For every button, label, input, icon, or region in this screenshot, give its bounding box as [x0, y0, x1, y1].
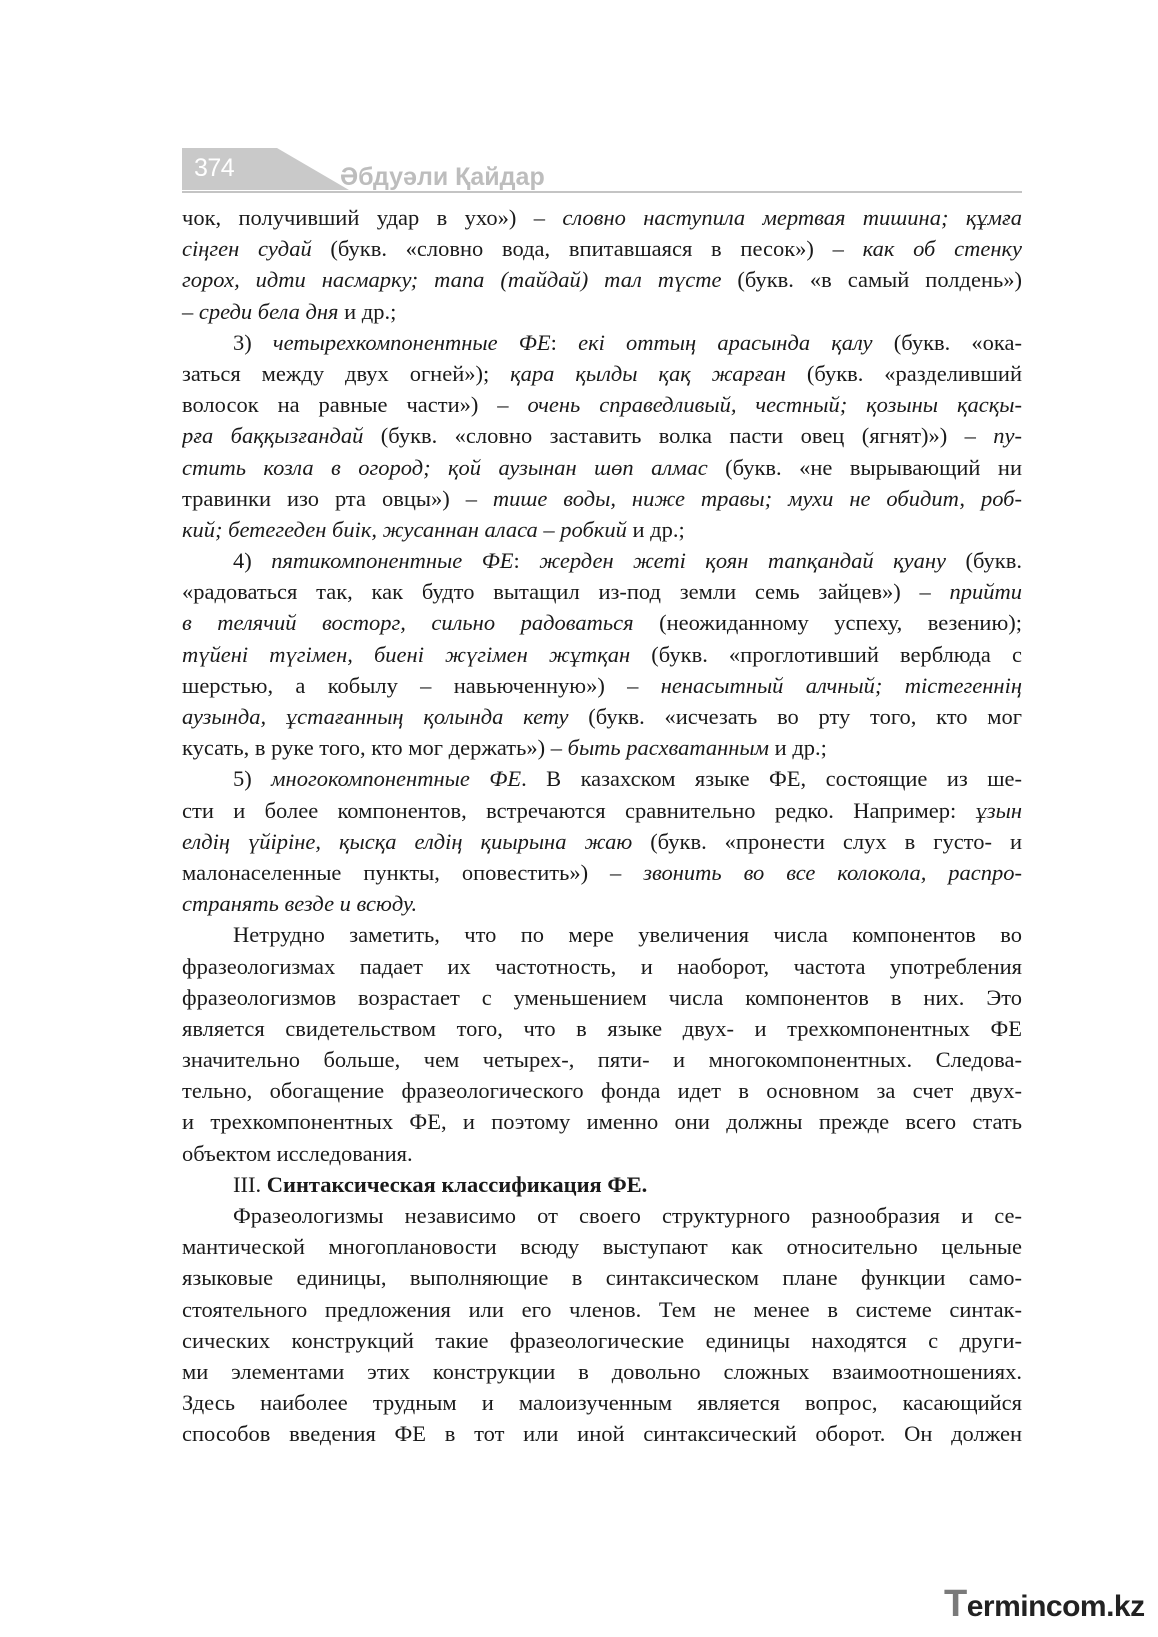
- text-segment: языковые единицы, выполняющие в синтаксическом плане функции само-: [182, 1265, 1022, 1291]
- italic-phrase: ненасытный алчный; тістегеннің: [660, 672, 1022, 698]
- italic-phrase: среди бела дня: [198, 298, 339, 324]
- text-line: [182, 701, 1022, 732]
- text-segment: малонаселенные пункты, оповестить») –: [182, 859, 644, 885]
- text-segment: «радоваться так, как будто вытащил из-под земли семь зайцев») –: [182, 579, 950, 605]
- text-line: [182, 1044, 1022, 1075]
- running-header: [182, 148, 1022, 196]
- italic-phrase: қара қылды қақ жарған: [510, 360, 786, 386]
- text-line: [182, 545, 1022, 576]
- bold-heading: Синтаксическая классификация ФЕ.: [266, 1171, 648, 1197]
- text-line: [182, 826, 1022, 857]
- text-line: [182, 732, 1022, 763]
- text-line: [182, 1106, 1022, 1137]
- text-line: [182, 358, 1022, 389]
- text-segment: фразеологизмов возрастает с уменьшением числа компонентов в них. Это: [182, 984, 1022, 1010]
- text-segment: Фразеологизмы независимо от своего структурного разнообразия и се-: [233, 1203, 1022, 1228]
- text-segment: (неожиданному успеху, везению);: [633, 610, 1022, 636]
- text-line: [182, 389, 1022, 420]
- italic-phrase: пу-: [993, 423, 1022, 449]
- text-line: [182, 483, 1022, 514]
- italic-phrase: многокомпонентные ФЕ: [271, 766, 522, 792]
- text-line: [182, 670, 1022, 701]
- italic-phrase: быть расхватанным: [567, 735, 770, 761]
- italic-phrase: словно наступила мертвая тишина; құмға: [562, 205, 1022, 230]
- text-line: [182, 1138, 1022, 1169]
- italic-phrase: екі оттың арасында қалу: [578, 329, 873, 355]
- text-line: [182, 1356, 1022, 1387]
- text-segment: (букв. «разделивший: [785, 360, 1022, 386]
- text-line: [182, 919, 1022, 950]
- running-header-author: Әбдуәли Қайдар: [340, 163, 545, 191]
- text-line: [182, 202, 1022, 233]
- text-segment: (букв. «словно вода, впитавшаяся в песок») –: [311, 236, 863, 262]
- text-segment: травинки изо рта овцы») –: [182, 485, 493, 511]
- text-line: [182, 576, 1022, 607]
- italic-phrase: горох, идти насмарку; тапа (тайдай) тал түсте: [182, 267, 722, 293]
- text-line: [182, 795, 1022, 826]
- text-segment: (букв. «исчезать во рту того, кто мог: [568, 704, 1022, 729]
- italic-phrase: рға баққызғандай: [182, 423, 364, 449]
- text-segment: и трехкомпонентных ФЕ, и поэтому именно они должны прежде всего стать: [182, 1109, 1022, 1135]
- text-line: [182, 1418, 1022, 1449]
- text-line: [182, 857, 1022, 888]
- text-segment: 3): [233, 329, 273, 355]
- text-line: [182, 1013, 1022, 1044]
- header-rule: [182, 191, 1022, 193]
- text-segment: мантической многоплановости всюду выступают как относительно цельные: [182, 1234, 1022, 1260]
- text-segment: (букв. «не вырывающий ни: [707, 454, 1022, 480]
- body-text: [182, 202, 1022, 1450]
- italic-phrase: звонить во все колокола, распро-: [643, 859, 1022, 885]
- text-line: [182, 607, 1022, 638]
- italic-phrase: как об стенку: [862, 236, 1022, 262]
- italic-phrase: елдің үйіріне, қысқа елдің қиырына жаю: [182, 828, 633, 854]
- text-segment: заться между двух огней»);: [182, 360, 511, 386]
- text-segment: объектом исследования.: [182, 1140, 413, 1166]
- text-segment: и др.;: [769, 735, 827, 761]
- text-line: [182, 951, 1022, 982]
- text-segment: (букв.: [946, 548, 1022, 574]
- text-segment: :: [550, 329, 579, 355]
- italic-phrase: ұзын: [975, 797, 1022, 823]
- text-segment: Нетрудно заметить, что по мере увеличения числа компонентов во: [233, 922, 1022, 948]
- text-segment: (букв. «словно заставить волка пасти овец (ягнят)») –: [363, 423, 994, 449]
- text-segment: волосок на равные части») –: [182, 392, 528, 418]
- italic-phrase: сіңген судай: [182, 236, 312, 262]
- header-wedge: [277, 148, 349, 190]
- text-segment: (букв. «ока-: [872, 329, 1022, 355]
- text-line: [182, 514, 1022, 545]
- text-segment: стоятельного предложения или его членов. Тем не менее в системе синтак-: [182, 1296, 1022, 1322]
- text-line: [182, 1075, 1022, 1106]
- text-segment: Здесь наиболее трудным и малоизученным является вопрос, касающийся: [182, 1390, 1022, 1416]
- text-line: [182, 1231, 1022, 1262]
- italic-phrase: очень справедливый, честный; қозыны қасқы-: [527, 392, 1022, 418]
- text-segment: III.: [233, 1171, 267, 1197]
- italic-phrase: пятикомпонентные ФЕ: [271, 548, 514, 574]
- text-segment: ми элементами этих конструкции в довольно сложных взаимоотношениях.: [182, 1358, 1022, 1384]
- text-line: [182, 1262, 1022, 1293]
- text-segment: (букв. «проглотивший верблюда с: [630, 641, 1022, 667]
- text-segment: является свидетельством того, что в языке двух- и трехкомпонентных ФЕ: [182, 1015, 1022, 1041]
- text-line: [182, 420, 1022, 451]
- text-line: [182, 982, 1022, 1013]
- italic-phrase: тише воды, ниже травы; мухи не обидит, роб-: [492, 485, 1022, 511]
- text-line: [182, 327, 1022, 358]
- page-number: 374: [194, 154, 235, 182]
- italic-phrase: четырехкомпонентные ФЕ: [272, 329, 551, 355]
- text-segment: сти и более компонентов, встречаются сравнительно редко. Например:: [182, 797, 976, 823]
- text-line: [182, 452, 1022, 483]
- termincom-watermark-logo[interactable]: Termincom.kz: [944, 1583, 1145, 1625]
- text-line: [182, 1169, 1022, 1200]
- text-line: [182, 264, 1022, 295]
- text-line: [182, 888, 1022, 919]
- text-segment: (букв. «пронести слух в густо- и: [632, 828, 1022, 854]
- italic-phrase: кий; бетегеден биік, жусаннан аласа – робкий: [182, 516, 627, 542]
- text-line: [182, 639, 1022, 670]
- text-segment: :: [513, 548, 540, 574]
- text-segment: значительно больше, чем четырех-, пяти- и многокомпонентных. Следова-: [182, 1047, 1022, 1073]
- text-line: [182, 1200, 1022, 1231]
- text-segment: 5): [233, 766, 272, 792]
- text-segment: сических конструкций такие фразеологические единицы находятся с други-: [182, 1327, 1022, 1353]
- italic-phrase: в телячий восторг, сильно радоваться: [182, 610, 634, 636]
- italic-phrase: стить козла в огород; қой аузынан шөп алмас: [182, 454, 708, 480]
- italic-phrase: прийти: [949, 579, 1022, 605]
- italic-phrase: жерден жеті қоян тапқандай қуану: [539, 548, 947, 574]
- text-segment: кусать, в руке того, кто мог держать») –: [182, 735, 568, 761]
- text-segment: шерстью, а кобылу – навьюченную») –: [182, 672, 661, 698]
- text-line: [182, 1325, 1022, 1356]
- text-segment: и др.;: [338, 298, 397, 324]
- text-segment: 4): [233, 548, 272, 574]
- text-line: [182, 1387, 1022, 1418]
- text-line: [182, 233, 1022, 264]
- text-segment: фразеологизмах падает их частотность, и наоборот, частота употребления: [182, 953, 1022, 979]
- text-segment: способов введения ФЕ в тот или иной синтаксический оборот. Он должен: [182, 1421, 1022, 1447]
- text-line: [182, 763, 1022, 794]
- text-segment: (букв. «в самый полдень»): [721, 267, 1022, 293]
- text-line: [182, 1294, 1022, 1325]
- text-line: [182, 296, 1022, 327]
- text-segment: и др.;: [626, 516, 685, 542]
- text-segment: . В казахском языке ФЕ, состоящие из ше-: [521, 766, 1022, 792]
- italic-phrase: аузында, ұстағанның қолында кету: [182, 704, 569, 729]
- text-segment: –: [182, 298, 199, 324]
- italic-phrase: түйені түгімен, биені жүгімен жұтқан: [182, 641, 631, 667]
- italic-phrase: странять везде и всюду.: [182, 891, 418, 917]
- text-segment: тельно, обогащение фразеологического фонда идет в основном за счет двух-: [182, 1078, 1022, 1104]
- text-segment: чок, получивший удар в ухо») –: [182, 205, 563, 230]
